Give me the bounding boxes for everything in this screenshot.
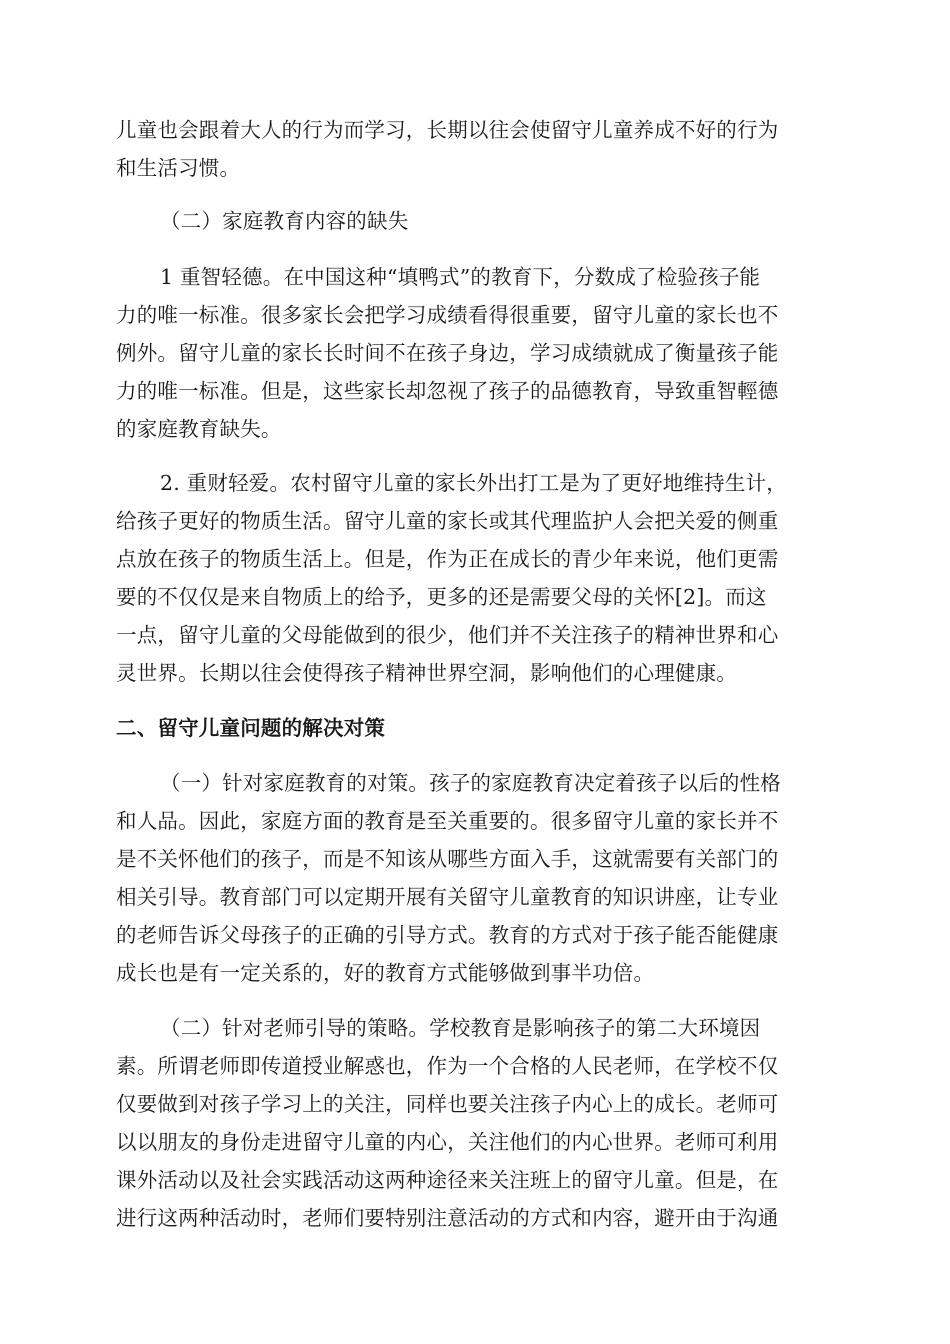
body-text-line: 1 重智轻德。在中国这种“填鸭式”的教育下，分数成了检验孩子能: [160, 265, 761, 289]
body-text-line: 是不关怀他们的孩子，而是不知该从哪些方面入手，这就需要有关部门的: [116, 847, 779, 871]
body-text-line: 仅要做到对孩子学习上的关注，同样也要关注孩子内心上的成长。老师可: [116, 1092, 779, 1116]
body-text-line: 力的唯一标准。但是，这些家长却忽视了孩子的品德教育，导致重智輕德: [116, 379, 779, 403]
body-text-line: （一）针对家庭教育的对策。孩子的家庭教育决定着孩子以后的性格: [160, 771, 781, 795]
section-heading: 二、留守儿童问题的解决对策: [116, 716, 386, 740]
body-text-line: 给孩子更好的物质生活。留守儿童的家长或其代理监护人会把关爱的侧重: [116, 509, 779, 533]
body-text-line: 力的唯一标准。很多家长会把学习成绩看得很重要，留守儿童的家长也不: [116, 303, 779, 327]
body-text-line: 例外。留守儿童的家长长时间不在孩子身边，学习成绩就成了衡量孩子能: [116, 341, 779, 365]
body-text-line: 素。所谓老师即传道授业解惑也，作为一个合格的人民老师，在学校不仅: [116, 1054, 779, 1078]
section-subheading: （二）家庭教育内容的缺失: [160, 209, 409, 233]
body-text-line: 2. 重财轻爱。农村留守儿童的家长外出打工是为了更好地维持生计，: [160, 471, 787, 495]
body-text-line: 要的不仅仅是来自物质上的给予，更多的还是需要父母的关怀[2]。而这: [116, 585, 767, 609]
body-text-line: 的家庭教育缺失。: [116, 417, 282, 441]
body-text-line: 课外活动以及社会实践活动这两种途径来关注班上的留守儿童。但是，在: [116, 1168, 779, 1192]
body-text-line: 和生活习惯。: [116, 156, 241, 180]
body-text-line: 的老师告诉父母孩子的正确的引导方式。教育的方式对于孩子能否能健康: [116, 923, 779, 947]
body-text-line: 儿童也会跟着大人的行为而学习，长期以往会使留守儿童养成不好的行为: [116, 118, 779, 142]
body-text-line: 以以朋友的身份走进留守儿童的内心，关注他们的内心世界。老师可利用: [116, 1130, 779, 1154]
body-text-line: 一点，留守儿童的父母能做到的很少，他们并不关注孩子的精神世界和心: [116, 623, 779, 647]
body-text-line: 和人品。因此，家庭方面的教育是至关重要的。很多留守儿童的家长并不: [116, 809, 779, 833]
body-text-line: 点放在孩子的物质生活上。但是，作为正在成长的青少年来说，他们更需: [116, 547, 779, 571]
body-text-line: （二）针对老师引导的策略。学校教育是影响孩子的第二大环境因: [160, 1016, 761, 1040]
body-text-line: 进行这两种活动时，老师们要特别注意活动的方式和内容，避开由于沟通: [116, 1206, 779, 1230]
body-text-line: 相关引导。教育部门可以定期开展有关留守儿童教育的知识讲座，让专业: [116, 885, 779, 909]
body-text-line: 灵世界。长期以往会使得孩子精神世界空洞，影响他们的心理健康。: [116, 661, 737, 685]
body-text-line: 成长也是有一定关系的，好的教育方式能够做到事半功倍。: [116, 961, 655, 985]
